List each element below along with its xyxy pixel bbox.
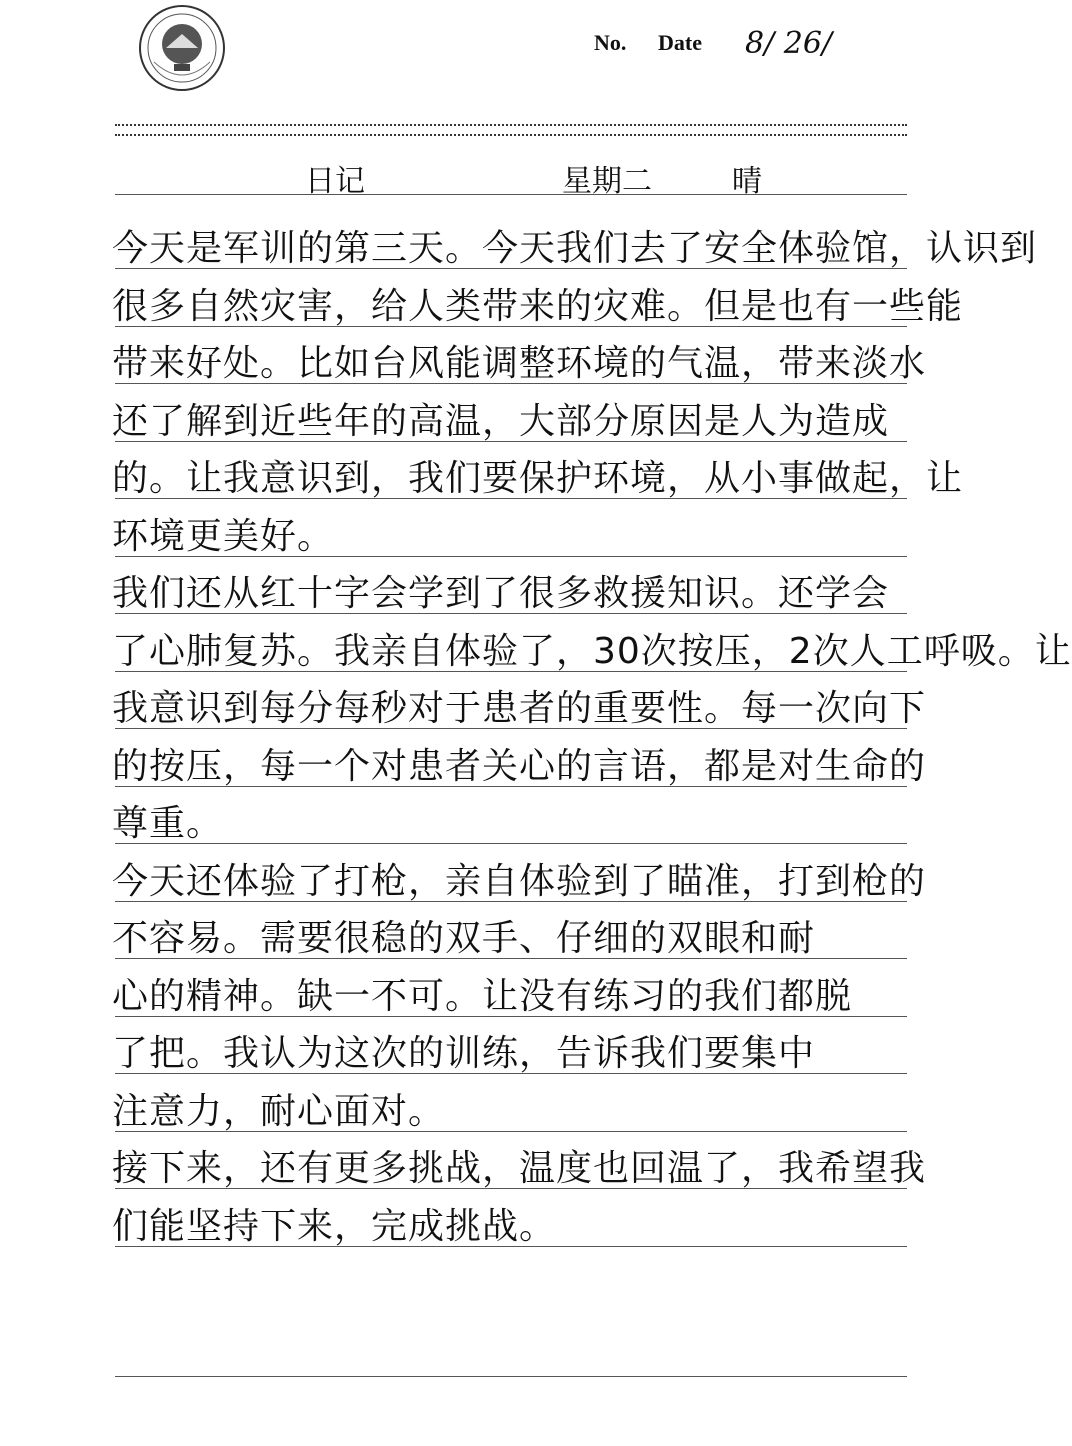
diary-line: 今天还体验了打枪，亲自体验到了瞄准，打到枪的 — [112, 861, 927, 902]
university-seal-logo — [138, 4, 226, 92]
ruled-line — [115, 326, 907, 327]
diary-title: 日记 — [305, 164, 365, 199]
ruled-line — [115, 671, 907, 672]
diary-line: 的。让我意识到，我们要保护环境，从小事做起，让 — [112, 458, 964, 499]
diary-line: 们能坚持下来，完成挑战。 — [112, 1206, 557, 1247]
ruled-line — [115, 1246, 907, 1247]
diary-line: 带来好处。比如台风能调整环境的气温，带来淡水 — [112, 343, 927, 384]
ruled-line — [115, 901, 907, 902]
diary-line: 很多自然灾害，给人类带来的灾难。但是也有一些能 — [112, 286, 964, 327]
ruled-line — [115, 958, 907, 959]
ruled-line-0 — [115, 194, 907, 195]
weather: 晴 — [732, 164, 762, 199]
ruled-line — [115, 728, 907, 729]
ruled-line — [115, 268, 907, 269]
ruled-line — [115, 498, 907, 499]
ruled-line — [115, 1131, 907, 1132]
diary-line: 接下来，还有更多挑战，温度也回温了，我希望我 — [112, 1148, 927, 1189]
diary-line: 不容易。需要很稳的双手、仔细的双眼和耐 — [112, 918, 816, 959]
ruled-line — [115, 843, 907, 844]
diary-line: 尊重。 — [112, 803, 224, 844]
diary-line: 还了解到近些年的高温，大部分原因是人为造成 — [112, 401, 890, 442]
diary-line: 的按压，每一个对患者关心的言语，都是对生命的 — [112, 746, 927, 787]
ruled-line-bottom — [115, 1376, 907, 1377]
ruled-line — [115, 613, 907, 614]
diary-line: 心的精神。缺一不可。让没有练习的我们都脱 — [112, 976, 853, 1017]
ruled-line — [115, 383, 907, 384]
diary-line: 环境更美好。 — [112, 516, 335, 557]
diary-line: 我意识到每分每秒对于患者的重要性。每一次向下 — [112, 688, 927, 729]
diary-line: 了把。我认为这次的训练，告诉我们要集中 — [112, 1033, 816, 1074]
ruled-line — [115, 1016, 907, 1017]
diary-line: 今天是军训的第三天。今天我们去了安全体验馆，认识到 — [112, 228, 1038, 269]
diary-line: 我们还从红十字会学到了很多救援知识。还学会 — [112, 573, 890, 614]
diary-line: 注意力，耐心面对。 — [112, 1091, 446, 1132]
diary-line: 了心肺复苏。我亲自体验了，30次按压，2次人工呼吸。让 — [112, 631, 1072, 672]
weekday: 星期二 — [562, 164, 652, 199]
date-value: 8/ 26/ — [745, 26, 833, 61]
ruled-line — [115, 1073, 907, 1074]
ruled-line — [115, 441, 907, 442]
diary-title-row — [0, 156, 1024, 199]
no-label: No. — [594, 30, 627, 55]
ruled-line — [115, 786, 907, 787]
dotted-separator-2 — [115, 134, 907, 136]
dotted-separator-1 — [115, 124, 907, 126]
date-label: Date — [658, 30, 702, 55]
ruled-line — [115, 1188, 907, 1189]
ruled-line — [115, 556, 907, 557]
